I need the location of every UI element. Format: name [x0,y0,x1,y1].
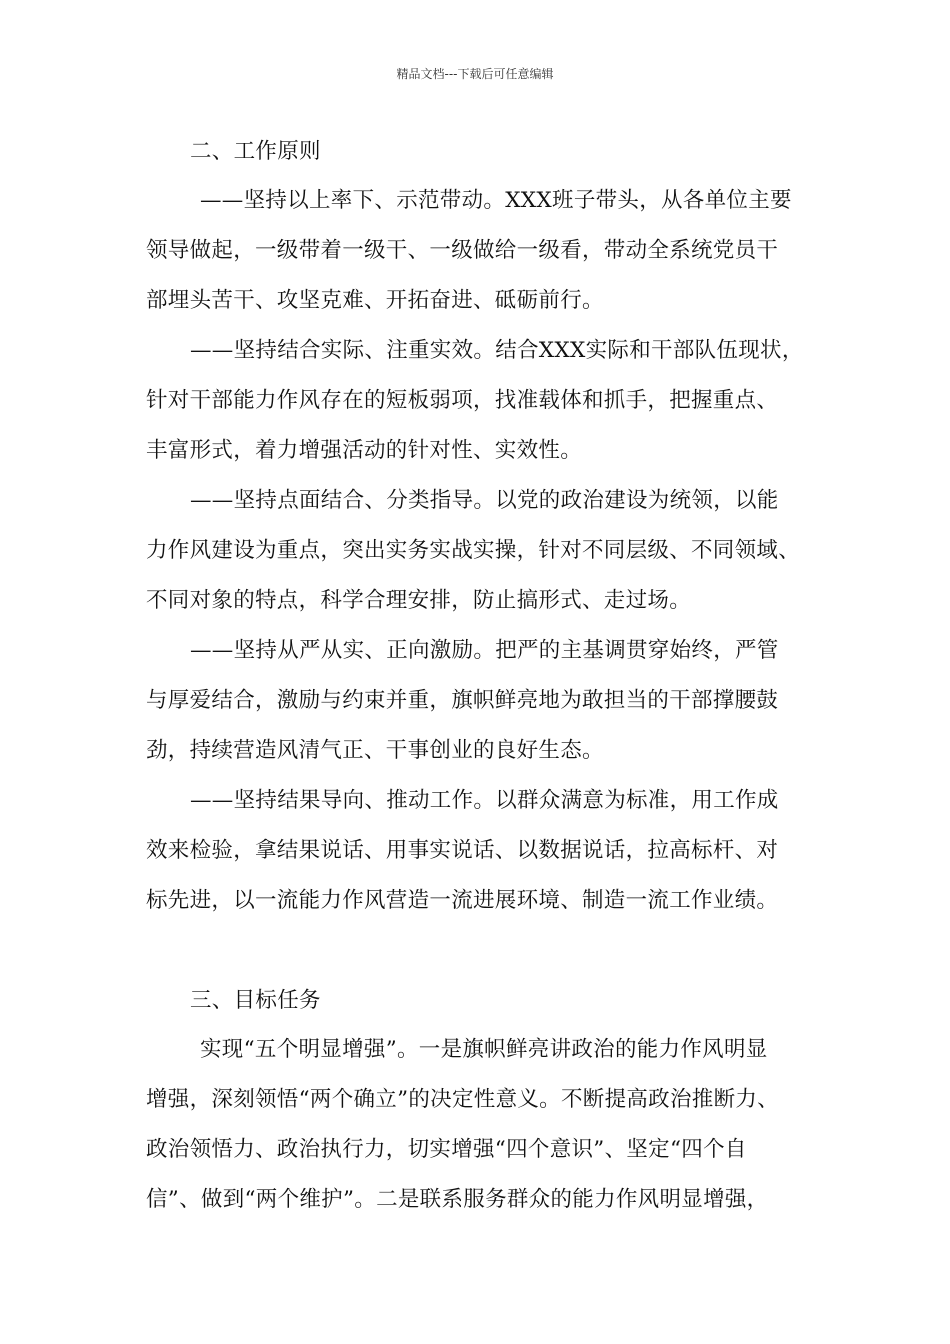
paragraph-line: 丰富形式，着力增强活动的针对性、实效性。 [146,438,583,463]
paragraph-line: 力作风建设为重点，突出实务实战实操，针对不同层级、不同领域、 [146,538,801,563]
paragraph-line: 信”、做到“两个维护”。二是联系服务群众的能力作风明显增强， [146,1187,769,1212]
paragraph-line: ——坚持从严从实、正向激励。把严的主基调贯穿始终，严管 [190,638,779,663]
paragraph-line: 不同对象的特点，科学合理安排，防止搞形式、走过场。 [146,588,692,613]
paragraph-line: 政治领悟力、政治执行力，切实增强“四个意识”、坚定“四个自 [146,1137,747,1162]
paragraph-line: 效来检验，拿结果说话、用事实说话、以数据说话，拉高标杆、对 [146,838,779,863]
paragraph-line: 与厚爱结合，激励与约束并重，旗帜鲜亮地为敢担当的干部撑腰鼓 [146,688,779,713]
section-heading-principles: 二、工作原则 [190,139,321,164]
paragraph-line: ——坚持点面结合、分类指导。以党的政治建设为统领，以能 [190,488,779,513]
paragraph-line: 部埋头苦干、攻坚克难、开拓奋进、砥砺前行。 [146,288,604,313]
section-heading-goals: 三、目标任务 [190,988,321,1013]
paragraph-line: 标先进，以一流能力作风营造一流进展环境、制造一流工作业绩。 [146,888,779,913]
paragraph-line: 领导做起，一级带着一级干、一级做给一级看，带动全系统党员干 [146,238,779,263]
paragraph-line: 增强，深刻领悟“两个确立”的决定性意义。不断提高政治推断力、 [146,1087,779,1112]
paragraph-line: ——坚持以上率下、示范带动。XXX班子带头，从各单位主要 [200,188,792,213]
paragraph-line: 劲，持续营造风清气正、干事创业的良好生态。 [146,738,604,763]
paragraph-line: ——坚持结果导向、推动工作。以群众满意为标准，用工作成 [190,788,779,813]
paragraph-line: ——坚持结合实际、注重实效。结合XXX实际和干部队伍现状， [190,338,804,363]
paragraph-line: 针对干部能力作风存在的短板弱项，找准载体和抓手，把握重点、 [146,388,779,413]
page-header: 精品文档---下载后可任意编辑 [396,67,554,81]
paragraph-line: 实现“五个明显增强”。一是旗帜鲜亮讲政治的能力作风明显 [200,1037,768,1062]
